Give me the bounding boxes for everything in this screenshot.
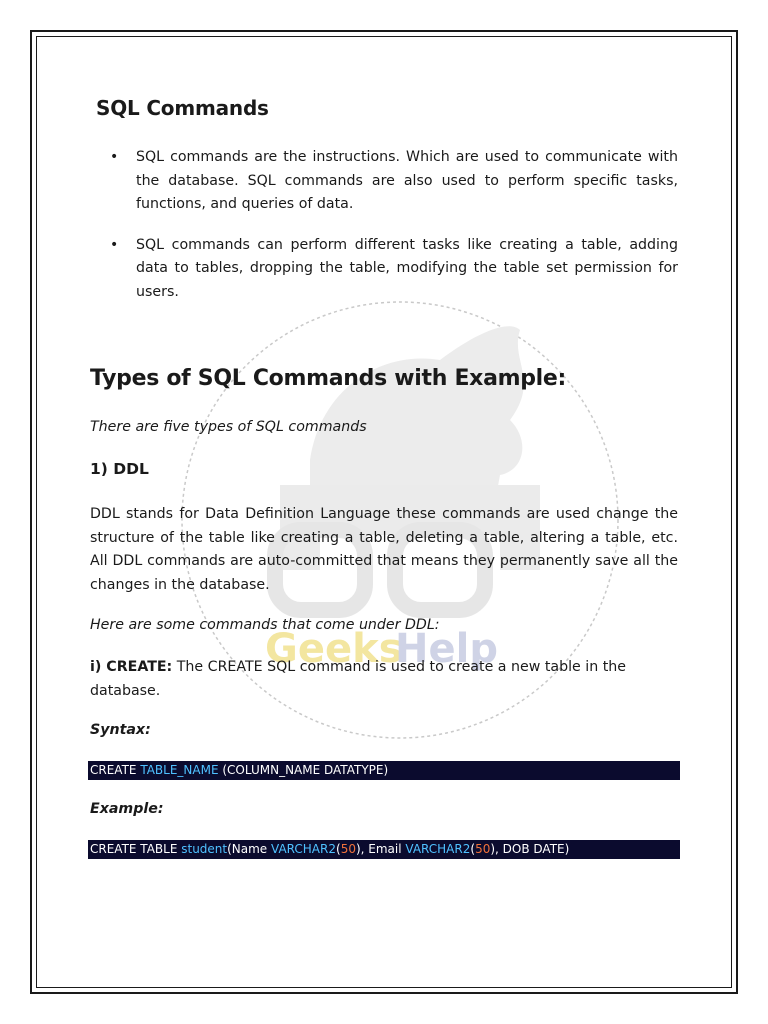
section-title: Types of SQL Commands with Example: — [90, 366, 567, 391]
ddl-note: Here are some commands that come under DDL: — [90, 617, 440, 633]
code-token-number: 50 — [475, 842, 491, 856]
syntax-label: Syntax: — [90, 722, 151, 738]
page-title: SQL Commands — [96, 96, 269, 120]
ddl-heading: 1) DDL — [90, 460, 149, 478]
code-token-identifier: TABLE_NAME — [140, 763, 219, 777]
bullet-item: • SQL commands are the instructions. Which are used to communicate with the database. SQL commands are also used to perform specific tasks, functions, and queries of data. — [110, 146, 678, 217]
code-token-number: 50 — [340, 842, 356, 856]
code-token: CREATE TABLE — [90, 842, 182, 856]
intro-text: There are five types of SQL commands — [90, 419, 367, 435]
create-description — [90, 656, 678, 703]
example-code-block — [88, 840, 680, 859]
intro-bullet-list — [110, 146, 678, 321]
syntax-code-block — [88, 761, 680, 780]
watermark-word-geeks: Geeks — [265, 626, 403, 672]
code-token: ), DOB DATE) — [490, 842, 570, 856]
code-token: (COLUMN_NAME DATATYPE) — [218, 763, 389, 777]
code-token-type: VARCHAR2 — [405, 842, 471, 856]
example-label: Example: — [90, 801, 164, 817]
code-token: CREATE — [90, 763, 141, 777]
create-label: i) CREATE: — [90, 659, 173, 675]
code-token: ( — [470, 842, 476, 856]
watermark-word-help: Help — [395, 626, 498, 672]
code-token-identifier: student — [181, 842, 228, 856]
code-token: ), Email — [355, 842, 406, 856]
create-text: The CREATE SQL command is used to create a new table in the database. — [90, 659, 627, 699]
ddl-paragraph: DDL stands for Data Definition Language these commands are used change the structure of the table like creating a table, deleting a table, altering a table, etc. All DDL commands are auto-committed that means they permanently save all the changes in the database. — [90, 506, 678, 593]
code-token: ( — [336, 842, 341, 856]
bullet-item: • SQL commands can perform different tasks like creating a table, adding data to tables, dropping the table, modifying the table set permission for users. — [110, 234, 678, 305]
code-token-type: VARCHAR2 — [271, 842, 336, 856]
code-token: (Name — [227, 842, 272, 856]
